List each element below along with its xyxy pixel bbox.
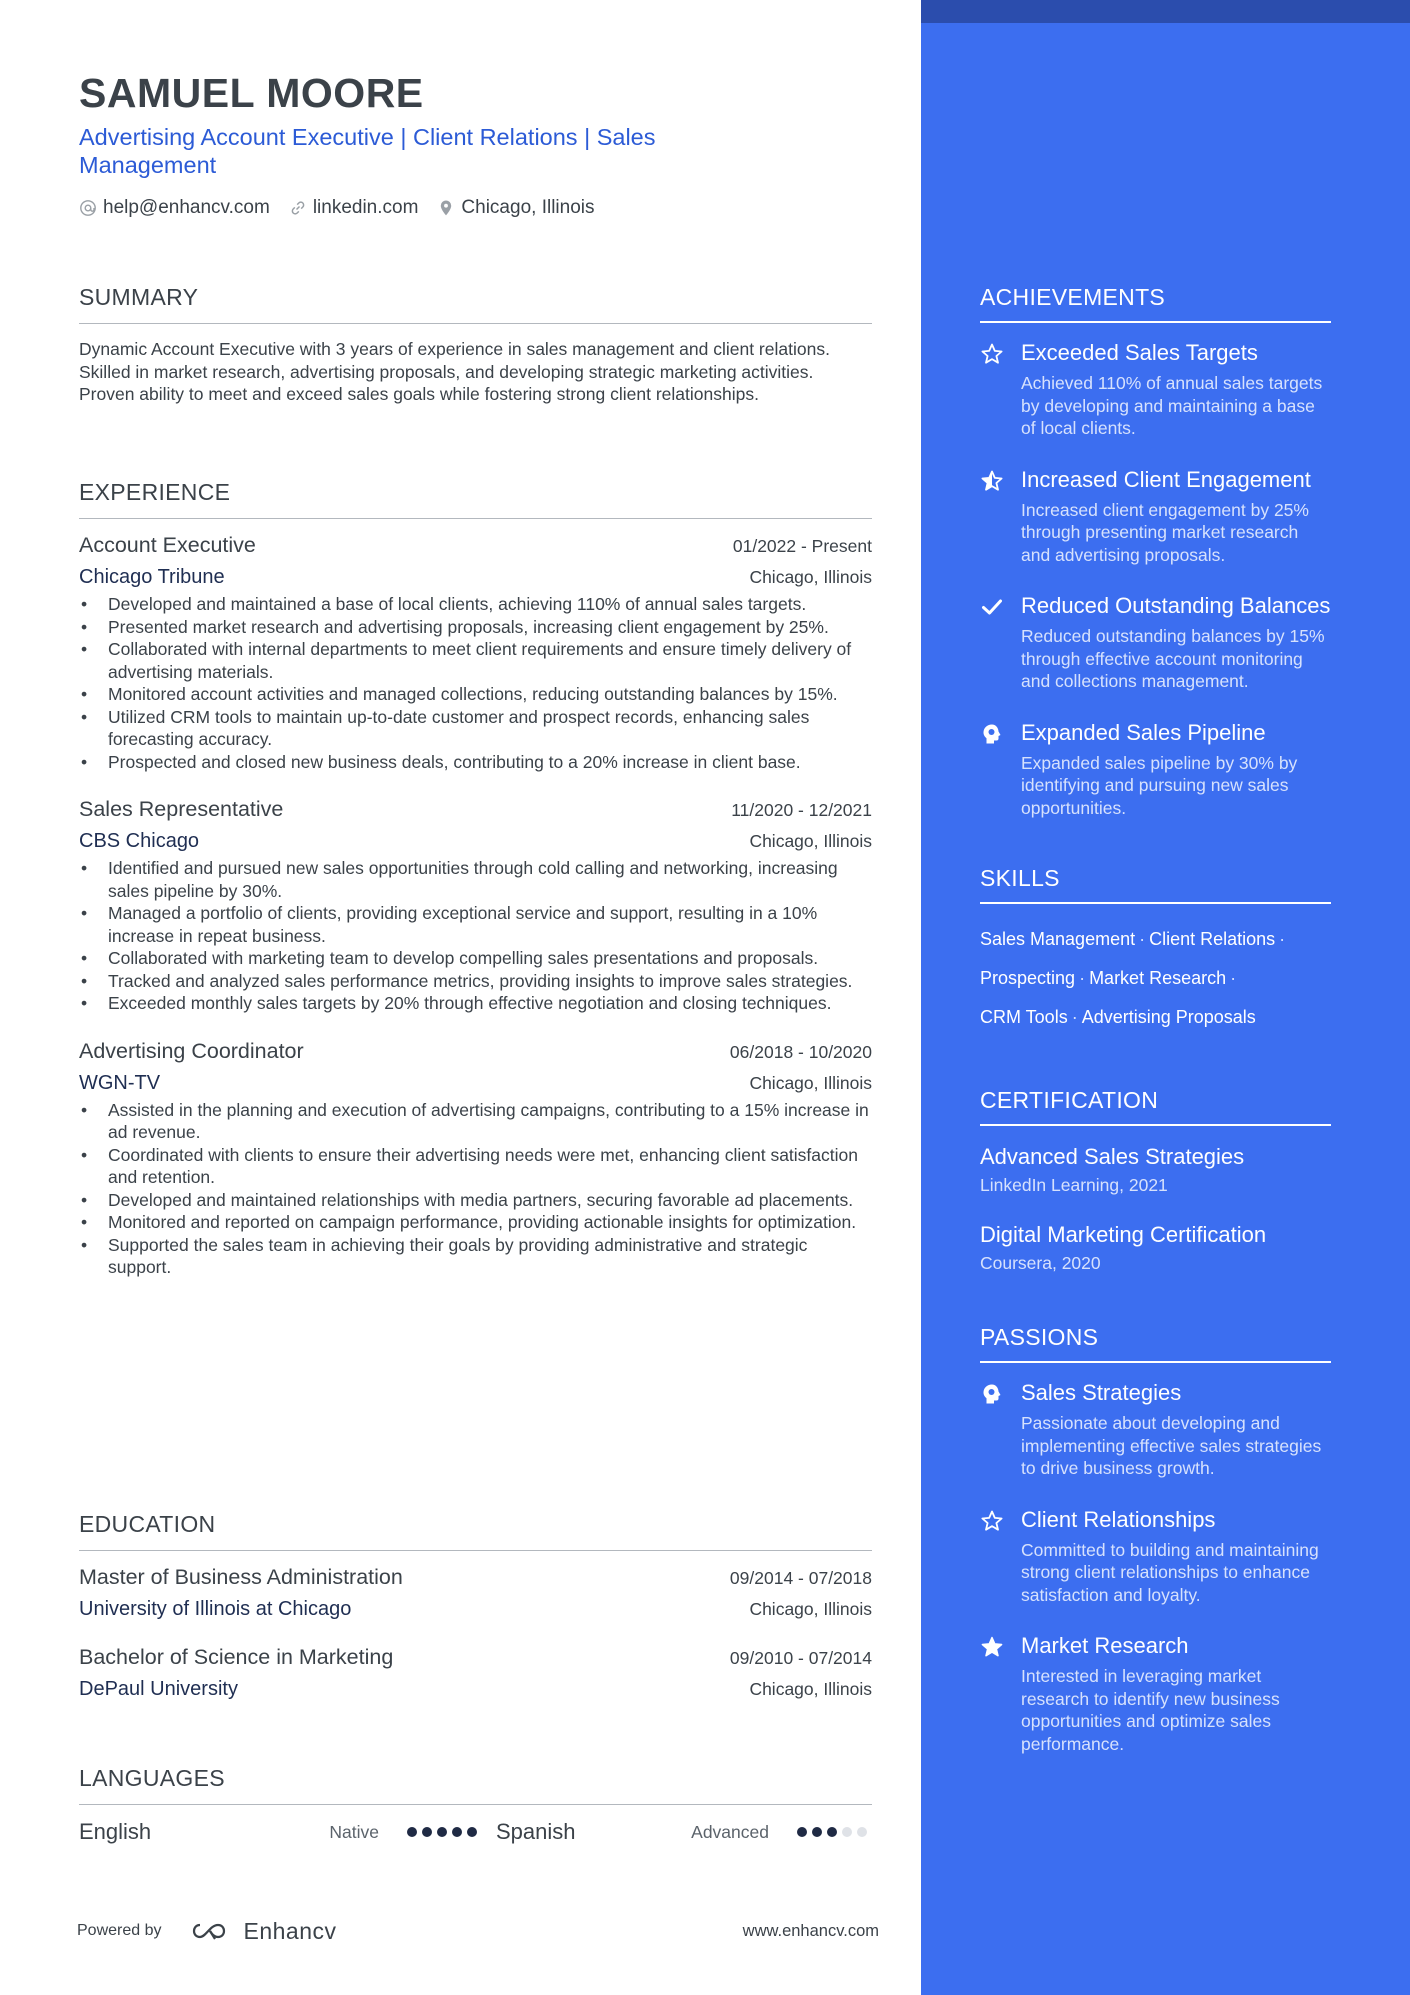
job-location: Chicago, Illinois xyxy=(749,831,872,851)
achievement-title: Exceeded Sales Targets xyxy=(1021,340,1258,365)
contact-email-text: help@enhancv.com xyxy=(103,197,270,218)
skill-tag: Advertising Proposals xyxy=(1081,1007,1256,1027)
brand-name: Enhancv xyxy=(243,1917,337,1944)
contact-email[interactable] xyxy=(79,197,270,219)
language-rating xyxy=(797,1827,872,1837)
job-bullet: • Managed a portfolio of clients, providing exceptional service and support, resulting in a 10% increase in repeat business. xyxy=(79,902,872,947)
rating-dot-empty xyxy=(857,1827,867,1837)
skill-tag: Prospecting xyxy=(980,968,1076,988)
powered-by xyxy=(77,1918,337,1945)
achievement-title: Expanded Sales Pipeline xyxy=(1021,719,1266,745)
education-section xyxy=(79,1511,872,1725)
website-link[interactable]: www.enhancv.com xyxy=(742,1921,879,1940)
skill-tag: Sales Management xyxy=(980,929,1136,949)
rating-dot-empty xyxy=(842,1827,852,1837)
education-degree: Master of Business Administration xyxy=(79,1565,403,1589)
job-bullet: • Assisted in the planning and execution of advertising campaigns, contributing to a 15% increase in ad revenue. xyxy=(79,1099,872,1144)
education-location: Chicago, Illinois xyxy=(749,1599,872,1619)
star-outline-icon xyxy=(980,342,1004,366)
job-company: Chicago Tribune xyxy=(79,566,225,588)
at-icon xyxy=(79,199,97,217)
skill-tag: Client Relations xyxy=(1149,929,1276,949)
footer xyxy=(77,1916,879,1946)
link-icon xyxy=(289,199,307,217)
skill-tag: Market Research xyxy=(1089,968,1227,988)
language-item xyxy=(496,1819,872,1845)
passions-section xyxy=(980,1324,1331,1755)
job-bullet: • Tracked and analyzed sales performance metrics, providing insights to improve sales strategies. xyxy=(79,970,872,993)
languages-row xyxy=(79,1819,872,1845)
skills-line: Sales Management · Client Relations · xyxy=(980,929,1286,949)
job-bullet: • Exceeded monthly sales targets by 20% through effective negotiation and closing techniques. xyxy=(79,992,872,1015)
rating-dot-filled xyxy=(797,1827,807,1837)
job-bullets xyxy=(79,593,872,773)
job-bullet: • Identified and pursued new sales opportunities through cold calling and networking, increasing sales pipeline by 30%. xyxy=(79,857,872,902)
skills-line: Prospecting · Market Research · xyxy=(980,968,1237,988)
sidebar-top-bar xyxy=(921,0,1410,23)
certification-issuer: LinkedIn Learning, 2021 xyxy=(980,1175,1168,1195)
job-dates: 06/2018 - 10/2020 xyxy=(729,1041,872,1062)
job-bullet: • Developed and maintained a base of local clients, achieving 110% of annual sales targets. xyxy=(79,593,872,616)
achievement-title: Reduced Outstanding Balances xyxy=(1021,593,1331,618)
language-name: English xyxy=(79,1819,152,1844)
passion-title: Client Relationships xyxy=(1021,1506,1216,1532)
job-bullet: • Developed and maintained relationships with media partners, securing favorable ad placements. xyxy=(79,1189,872,1212)
contact-linkedin-text: linkedin.com xyxy=(312,197,419,218)
passion-desc: Passionate about developing and implementing effective sales strategies to drive business growth. xyxy=(1021,1413,1322,1478)
summary-heading: SUMMARY xyxy=(79,284,872,324)
job-bullet: • Collaborated with marketing team to develop compelling sales presentations and proposals. xyxy=(79,947,872,970)
certification-heading: CERTIFICATION xyxy=(980,1087,1331,1126)
achievement-desc: Expanded sales pipeline by 30% by identifying and pursuing new sales opportunities. xyxy=(1021,752,1298,818)
rating-dot-filled xyxy=(812,1827,822,1837)
education-school: University of Illinois at Chicago xyxy=(79,1598,352,1620)
job-bullet: • Prospected and closed new business deals, contributing to a 20% increase in client base. xyxy=(79,751,872,774)
half-star-icon xyxy=(980,469,1004,493)
achievements-heading: ACHIEVEMENTS xyxy=(980,284,1331,323)
job-title: Account Executive xyxy=(79,533,256,557)
language-name: Spanish xyxy=(496,1819,576,1844)
brand-logo[interactable] xyxy=(188,1918,337,1945)
job-dates: 01/2022 - Present xyxy=(732,536,872,556)
experience-heading: EXPERIENCE xyxy=(79,479,872,519)
passion-item xyxy=(980,1632,1331,1755)
education-dates: 09/2014 - 07/2018 xyxy=(729,1568,872,1588)
skills-section xyxy=(980,865,1331,1037)
passion-title: Market Research xyxy=(1021,1633,1189,1658)
certification-section xyxy=(980,1087,1331,1276)
passion-desc: Committed to building and maintaining strong client relationships to enhance satisfaction and loyalty. xyxy=(1021,1539,1319,1605)
achievement-item xyxy=(980,339,1331,440)
job-bullet: • Monitored and reported on campaign performance, providing actionable insights for optimization. xyxy=(79,1211,872,1234)
passion-desc: Interested in leveraging market research to identify new business opportunities and optimize sales performance. xyxy=(1021,1666,1280,1754)
contact-linkedin[interactable] xyxy=(289,197,419,219)
job-entry xyxy=(79,797,872,1015)
education-location: Chicago, Illinois xyxy=(749,1679,872,1699)
job-company: WGN-TV xyxy=(79,1071,161,1094)
summary-section xyxy=(79,284,872,406)
checkmark-icon xyxy=(980,595,1004,619)
head-bulb-icon xyxy=(980,1382,1004,1406)
education-degree: Bachelor of Science in Marketing xyxy=(79,1645,394,1669)
job-dates: 11/2020 - 12/2021 xyxy=(731,800,872,820)
achievement-title: Increased Client Engagement xyxy=(1021,466,1311,492)
rating-dot-filled xyxy=(422,1827,432,1837)
experience-section xyxy=(79,479,872,1303)
certification-item xyxy=(980,1142,1331,1198)
location-pin-icon xyxy=(437,199,455,217)
candidate-name: SAMUEL MOORE xyxy=(79,70,424,116)
summary-text: Dynamic Account Executive with 3 years of experience in sales management and client relations. Skilled in market research, advertising proposals, and developing strategic marketing activities. Proven ability to meet and exceed sales goals while fostering strong client relationships. xyxy=(79,339,830,404)
contact-bar xyxy=(79,197,614,219)
certification-issuer: Coursera, 2020 xyxy=(980,1253,1101,1273)
head-bulb-icon xyxy=(980,722,1004,746)
job-bullet: • Supported the sales team in achieving their goals by providing administrative and strategic support. xyxy=(79,1234,872,1279)
language-level: Native xyxy=(329,1821,379,1842)
job-bullets xyxy=(79,857,872,1015)
powered-by-label: Powered by xyxy=(77,1922,162,1939)
languages-section xyxy=(79,1765,872,1845)
education-school: DePaul University xyxy=(79,1678,238,1700)
achievement-item xyxy=(980,592,1331,693)
job-bullet: • Utilized CRM tools to maintain up-to-date customer and prospect records, enhancing sales forecasting accuracy. xyxy=(79,706,872,751)
job-title: Advertising Coordinator xyxy=(79,1038,304,1063)
rating-dot-filled xyxy=(467,1827,477,1837)
rating-dot-filled xyxy=(407,1827,417,1837)
job-bullet: • Collaborated with internal departments to meet client requirements and ensure timely delivery of advertising materials. xyxy=(79,638,872,683)
skills-line: CRM Tools · Advertising Proposals xyxy=(980,1007,1256,1027)
achievement-desc: Reduced outstanding balances by 15% through effective account monitoring and collections management. xyxy=(1021,626,1325,691)
certification-title: Advanced Sales Strategies xyxy=(980,1144,1245,1169)
achievement-item xyxy=(980,719,1331,820)
job-bullet: • Coordinated with clients to ensure their advertising needs were met, enhancing client satisfaction and retention. xyxy=(79,1144,872,1189)
sidebar xyxy=(921,0,1410,1995)
contact-location xyxy=(437,197,594,219)
achievement-desc: Increased client engagement by 25% through presenting market research and advertising proposals. xyxy=(1021,499,1309,565)
certification-item xyxy=(980,1220,1331,1276)
job-bullets xyxy=(79,1099,872,1279)
achievement-desc: Achieved 110% of annual sales targets by developing and maintaining a base of local clients. xyxy=(1021,373,1323,438)
rating-dot-filled xyxy=(437,1827,447,1837)
job-company: CBS Chicago xyxy=(79,830,200,852)
passion-item xyxy=(980,1506,1331,1607)
enhancv-logo-icon xyxy=(188,1919,234,1943)
education-entry xyxy=(79,1565,872,1621)
job-entry xyxy=(79,533,872,773)
certification-title: Digital Marketing Certification xyxy=(980,1222,1267,1247)
passion-item xyxy=(980,1379,1331,1480)
headline: Advertising Account Executive | Client Relations | Sales Management xyxy=(79,124,656,178)
star-filled-icon xyxy=(980,1635,1004,1659)
rating-dot-filled xyxy=(827,1827,837,1837)
education-entry xyxy=(79,1645,872,1701)
skills-heading: SKILLS xyxy=(980,865,1331,904)
job-location: Chicago, Illinois xyxy=(749,567,872,587)
star-outline-icon xyxy=(980,1509,1004,1533)
language-level: Advanced xyxy=(691,1821,769,1842)
job-bullet: • Presented market research and advertising proposals, increasing client engagement by 25%. xyxy=(79,616,872,639)
languages-heading: LANGUAGES xyxy=(79,1765,872,1805)
job-title: Sales Representative xyxy=(79,797,284,821)
achievements-section xyxy=(980,284,1331,819)
job-entry xyxy=(79,1039,872,1279)
language-item xyxy=(79,1819,496,1845)
education-heading: EDUCATION xyxy=(79,1511,872,1551)
rating-dot-filled xyxy=(452,1827,462,1837)
education-dates: 09/2010 - 07/2014 xyxy=(729,1648,872,1668)
passion-title: Sales Strategies xyxy=(1021,1380,1182,1405)
job-location: Chicago, Illinois xyxy=(749,1072,872,1093)
passions-heading: PASSIONS xyxy=(980,1324,1331,1363)
contact-location-text: Chicago, Illinois xyxy=(461,197,595,218)
skill-tag: CRM Tools xyxy=(980,1007,1068,1027)
language-rating xyxy=(407,1827,482,1837)
achievement-item xyxy=(980,466,1331,567)
job-bullet: • Monitored account activities and managed collections, reducing outstanding balances by 15%. xyxy=(79,683,872,706)
